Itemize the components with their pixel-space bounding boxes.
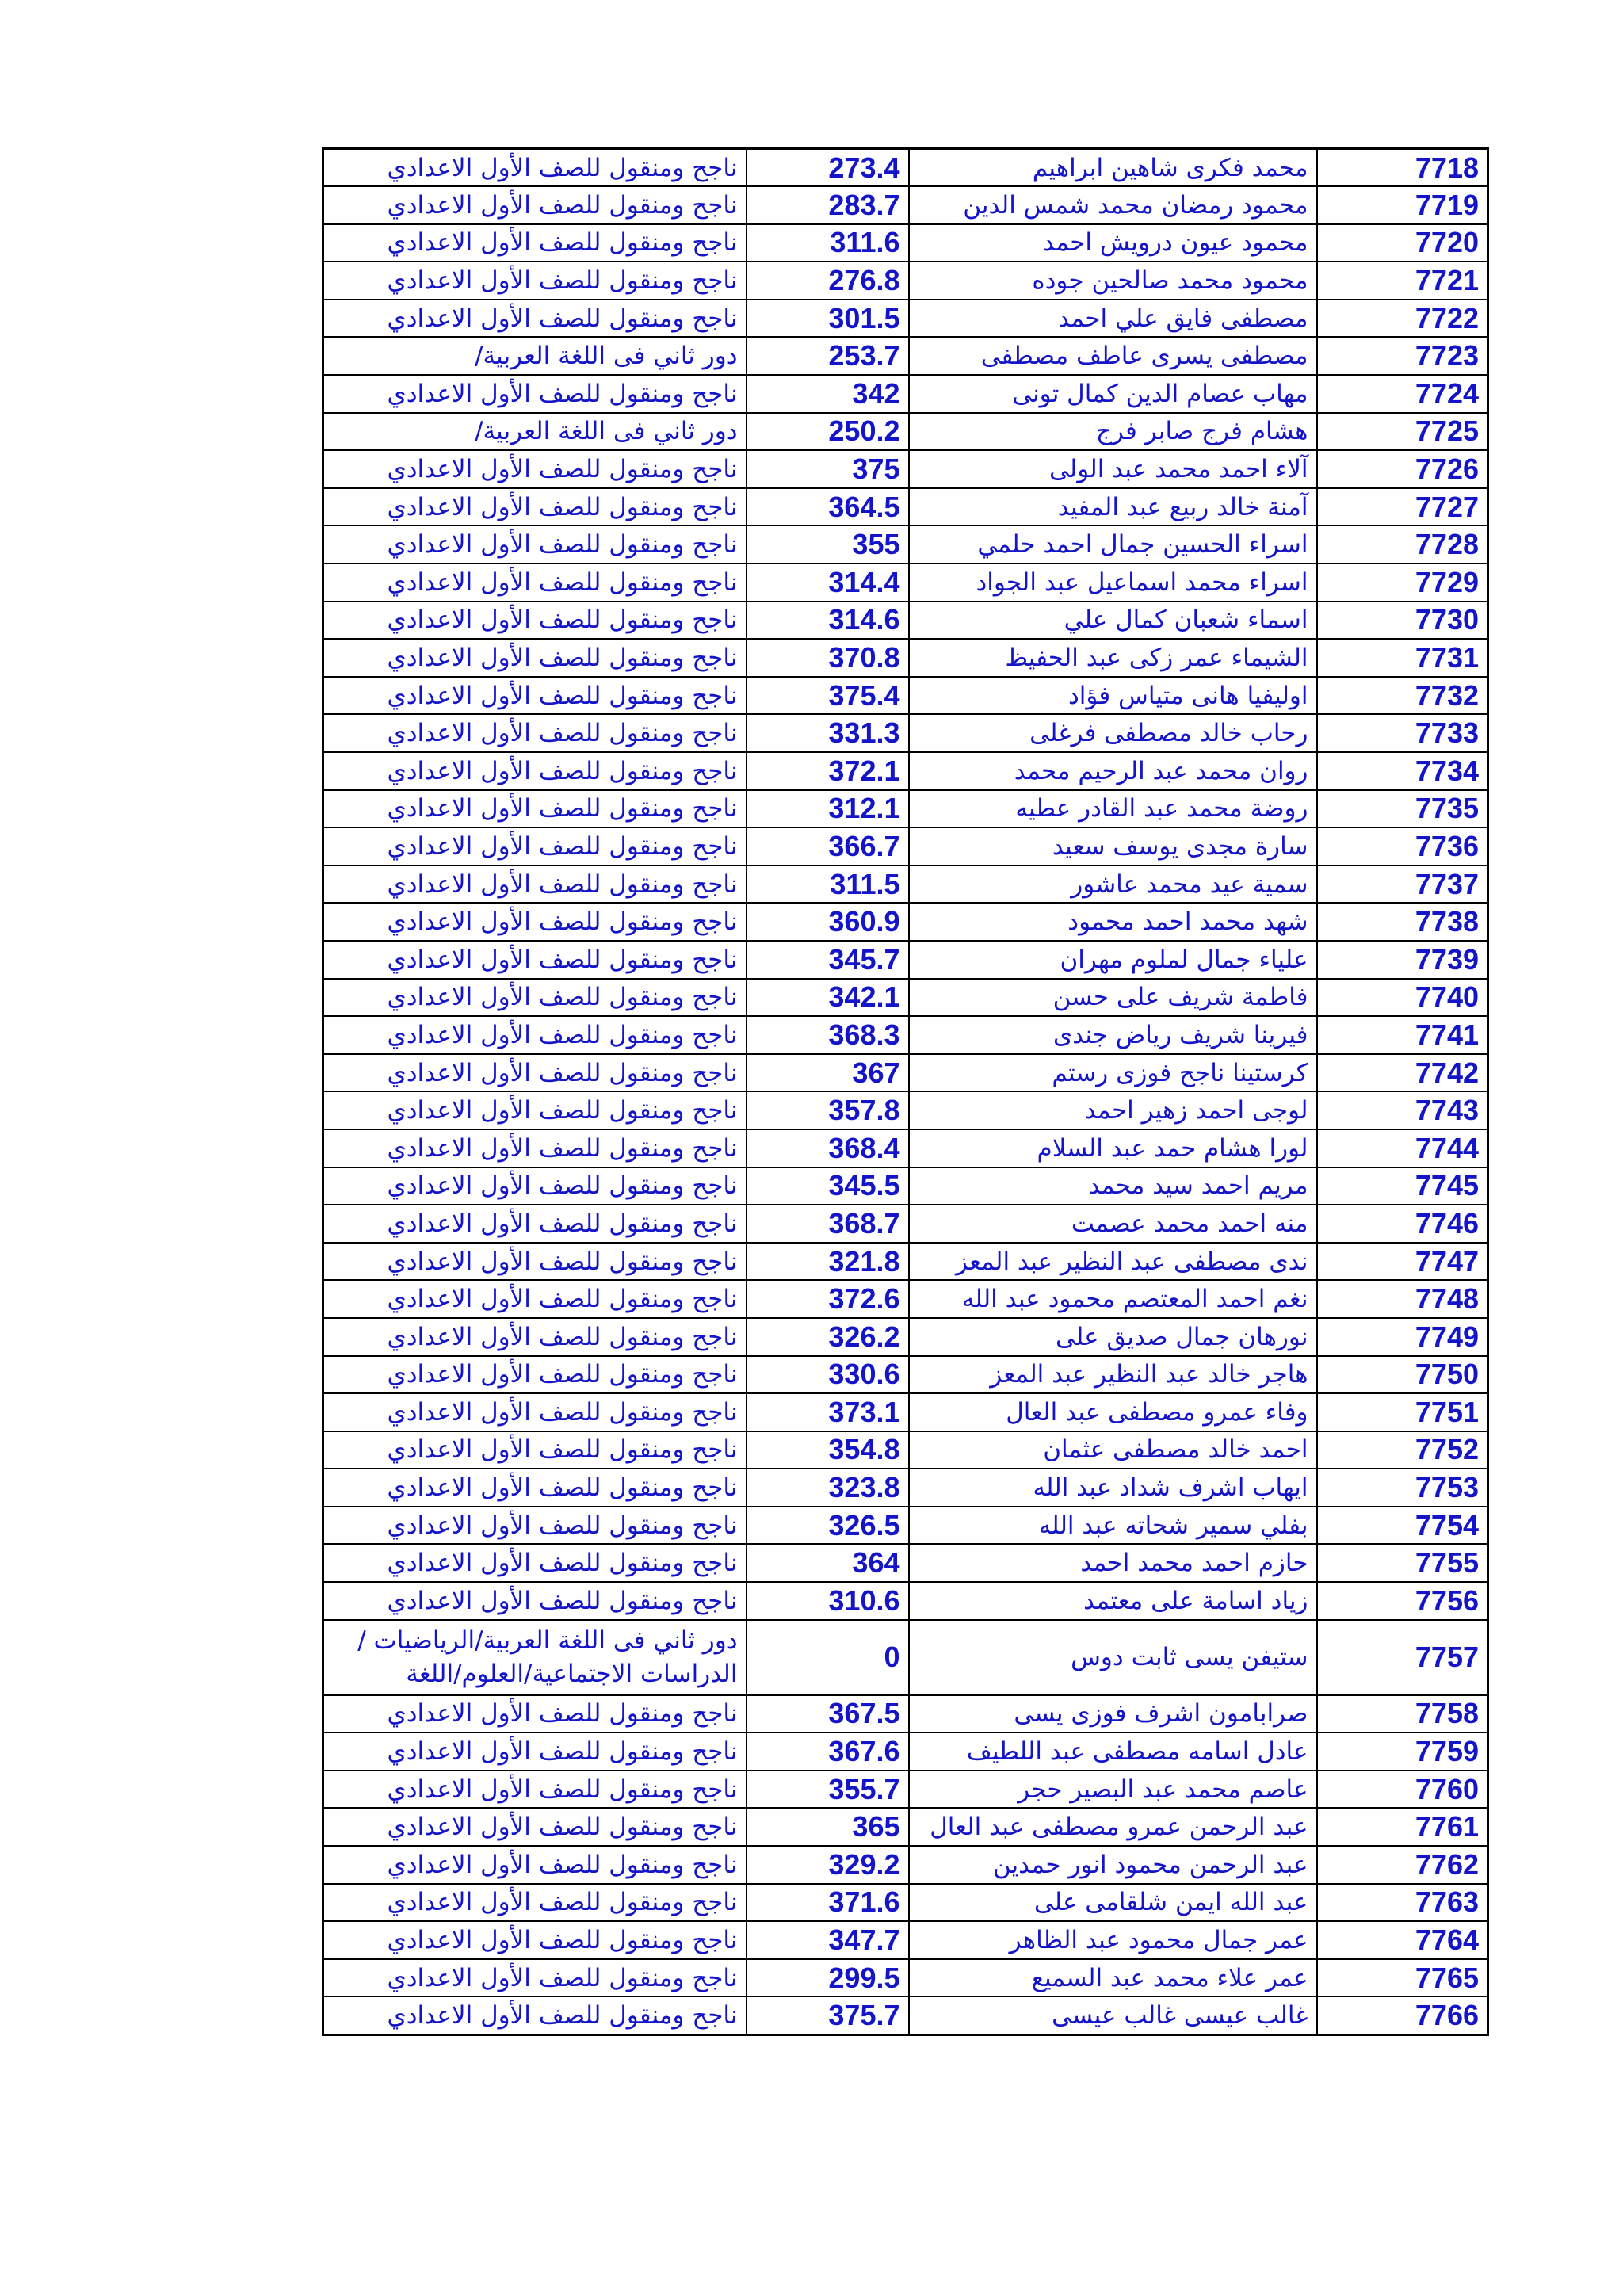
name-cell: هشام فرج صابر فرج xyxy=(909,413,1317,451)
score-cell: 311.5 xyxy=(747,865,909,904)
name-cell: حازم احمد محمد احمد xyxy=(909,1544,1317,1582)
table-row xyxy=(323,1620,1488,1695)
status-cell: ناجح ومنقول للصف الأول الاعدادي xyxy=(323,903,747,941)
name-cell: عاصم محمد عبد البصير حجر xyxy=(909,1771,1317,1809)
number-cell: 7757 xyxy=(1317,1620,1488,1695)
score-cell: 326.2 xyxy=(747,1318,909,1356)
table-row xyxy=(323,1129,1488,1167)
table-row xyxy=(323,639,1488,677)
name-cell: منه احمد محمد عصمت xyxy=(909,1205,1317,1243)
name-cell: فيرينا شريف رياض جندى xyxy=(909,1016,1317,1054)
name-cell: صرابامون اشرف فوزى يسى xyxy=(909,1695,1317,1733)
table-row xyxy=(323,1091,1488,1129)
score-cell: 373.1 xyxy=(747,1393,909,1431)
number-cell: 7746 xyxy=(1317,1205,1488,1243)
name-cell: عبد الرحمن عمرو مصطفى عبد العال xyxy=(909,1808,1317,1846)
status-cell: ناجح ومنقول للصف الأول الاعدادي xyxy=(323,1507,747,1545)
table-row xyxy=(323,563,1488,602)
name-cell: اسراء الحسين جمال احمد حلمي xyxy=(909,525,1317,563)
name-cell: كرستينا ناجح فوزى رستم xyxy=(909,1054,1317,1092)
number-cell: 7719 xyxy=(1317,186,1488,224)
score-cell: 367 xyxy=(747,1054,909,1092)
name-cell: بفلي سمير شحاته عبد الله xyxy=(909,1507,1317,1545)
status-cell: ناجح ومنقول للصف الأول الاعدادي xyxy=(323,1205,747,1243)
number-cell: 7726 xyxy=(1317,450,1488,488)
name-cell: محمود رمضان محمد شمس الدين xyxy=(909,186,1317,224)
results-table xyxy=(322,147,1489,2036)
table-row xyxy=(323,1695,1488,1733)
score-cell: 347.7 xyxy=(747,1921,909,1959)
table-row xyxy=(323,865,1488,904)
number-cell: 7729 xyxy=(1317,563,1488,602)
table-row xyxy=(323,300,1488,338)
table-row xyxy=(323,1582,1488,1620)
status-cell: ناجح ومنقول للصف الأول الاعدادي xyxy=(323,1280,747,1318)
table-row xyxy=(323,525,1488,563)
number-cell: 7766 xyxy=(1317,1996,1488,2034)
status-cell: ناجح ومنقول للصف الأول الاعدادي xyxy=(323,1469,747,1507)
status-cell: ناجح ومنقول للصف الأول الاعدادي xyxy=(323,262,747,300)
table-row xyxy=(323,1318,1488,1356)
number-cell: 7742 xyxy=(1317,1054,1488,1092)
table-row xyxy=(323,1808,1488,1846)
table-row xyxy=(323,1771,1488,1809)
number-cell: 7718 xyxy=(1317,149,1488,187)
status-cell: ناجح ومنقول للصف الأول الاعدادي xyxy=(323,1129,747,1167)
score-cell: 312.1 xyxy=(747,790,909,828)
name-cell: محمود عيون درويش احمد xyxy=(909,224,1317,262)
score-cell: 370.8 xyxy=(747,639,909,677)
table-row xyxy=(323,1959,1488,1997)
number-cell: 7752 xyxy=(1317,1431,1488,1469)
name-cell: فاطمة شريف على حسن xyxy=(909,979,1317,1017)
table-row xyxy=(323,1507,1488,1545)
number-cell: 7724 xyxy=(1317,375,1488,413)
status-cell: ناجح ومنقول للصف الأول الاعدادي xyxy=(323,525,747,563)
status-cell: دور ثاني فى اللغة العربية/ xyxy=(323,337,747,375)
score-cell: 365 xyxy=(747,1808,909,1846)
name-cell: نغم احمد المعتصم محمود عبد الله xyxy=(909,1280,1317,1318)
name-cell: زياد اسامة على معتمد xyxy=(909,1582,1317,1620)
name-cell: الشيماء عمر زكى عبد الحفيظ xyxy=(909,639,1317,677)
number-cell: 7738 xyxy=(1317,903,1488,941)
name-cell: ستيفن يسى ثابت دوس xyxy=(909,1620,1317,1695)
status-cell: ناجح ومنقول للصف الأول الاعدادي xyxy=(323,1393,747,1431)
score-cell: 250.2 xyxy=(747,413,909,451)
name-cell: آمنة خالد ربيع عبد المفيد xyxy=(909,488,1317,526)
number-cell: 7730 xyxy=(1317,602,1488,640)
name-cell: رحاب خالد مصطفى فرغلى xyxy=(909,714,1317,752)
score-cell: 314.6 xyxy=(747,602,909,640)
status-cell: ناجح ومنقول للصف الأول الاعدادي xyxy=(323,1884,747,1922)
number-cell: 7737 xyxy=(1317,865,1488,904)
table-row xyxy=(323,1016,1488,1054)
name-cell: سمية عيد محمد عاشور xyxy=(909,865,1317,904)
status-cell: ناجح ومنقول للصف الأول الاعدادي xyxy=(323,1582,747,1620)
table-row xyxy=(323,714,1488,752)
name-cell: اسراء محمد اسماعيل عبد الجواد xyxy=(909,563,1317,602)
table-row xyxy=(323,602,1488,640)
status-cell: دور ثاني فى اللغة العربية/الرياضيات / الدراسات الاجتماعية/العلوم/اللغة xyxy=(323,1620,747,1695)
table-row xyxy=(323,1996,1488,2034)
score-cell: 314.4 xyxy=(747,563,909,602)
score-cell: 299.5 xyxy=(747,1959,909,1997)
number-cell: 7751 xyxy=(1317,1393,1488,1431)
table-row xyxy=(323,1846,1488,1884)
score-cell: 360.9 xyxy=(747,903,909,941)
table-row xyxy=(323,413,1488,451)
table-row xyxy=(323,224,1488,262)
number-cell: 7740 xyxy=(1317,979,1488,1017)
table-row xyxy=(323,488,1488,526)
score-cell: 345.7 xyxy=(747,941,909,979)
status-cell: ناجح ومنقول للصف الأول الاعدادي xyxy=(323,865,747,904)
table-row xyxy=(323,1356,1488,1394)
status-cell: ناجح ومنقول للصف الأول الاعدادي xyxy=(323,1243,747,1281)
status-cell: ناجح ومنقول للصف الأول الاعدادي xyxy=(323,602,747,640)
name-cell: علياء جمال لملوم مهران xyxy=(909,941,1317,979)
score-cell: 364.5 xyxy=(747,488,909,526)
table-row xyxy=(323,1544,1488,1582)
table-row xyxy=(323,375,1488,413)
name-cell: محمد فكرى شاهين ابراهيم xyxy=(909,149,1317,187)
status-cell: ناجح ومنقول للصف الأول الاعدادي xyxy=(323,450,747,488)
status-cell: ناجح ومنقول للصف الأول الاعدادي xyxy=(323,1733,747,1771)
number-cell: 7732 xyxy=(1317,677,1488,715)
score-cell: 375.4 xyxy=(747,677,909,715)
table-row xyxy=(323,337,1488,375)
name-cell: آلاء احمد محمد عبد الولى xyxy=(909,450,1317,488)
score-cell: 323.8 xyxy=(747,1469,909,1507)
score-cell: 355.7 xyxy=(747,1771,909,1809)
score-cell: 301.5 xyxy=(747,300,909,338)
status-cell: ناجح ومنقول للصف الأول الاعدادي xyxy=(323,186,747,224)
number-cell: 7733 xyxy=(1317,714,1488,752)
number-cell: 7755 xyxy=(1317,1544,1488,1582)
number-cell: 7756 xyxy=(1317,1582,1488,1620)
status-cell: ناجح ومنقول للصف الأول الاعدادي xyxy=(323,1695,747,1733)
score-cell: 321.8 xyxy=(747,1243,909,1281)
number-cell: 7728 xyxy=(1317,525,1488,563)
name-cell: عمر علاء محمد عبد السميع xyxy=(909,1959,1317,1997)
number-cell: 7759 xyxy=(1317,1733,1488,1771)
status-cell: ناجح ومنقول للصف الأول الاعدادي xyxy=(323,752,747,790)
score-cell: 330.6 xyxy=(747,1356,909,1394)
table-row xyxy=(323,790,1488,828)
name-cell: عمر جمال محمود عبد الظاهر xyxy=(909,1921,1317,1959)
score-cell: 311.6 xyxy=(747,224,909,262)
table-row xyxy=(323,1243,1488,1281)
status-cell: ناجح ومنقول للصف الأول الاعدادي xyxy=(323,1431,747,1469)
status-cell: دور ثاني فى اللغة العربية/ xyxy=(323,413,747,451)
number-cell: 7761 xyxy=(1317,1808,1488,1846)
name-cell: عبد الله ايمن شلقامى على xyxy=(909,1884,1317,1922)
table-row xyxy=(323,752,1488,790)
status-cell: ناجح ومنقول للصف الأول الاعدادي xyxy=(323,1771,747,1809)
score-cell: 357.8 xyxy=(747,1091,909,1129)
name-cell: اوليفيا هانى متياس فؤاد xyxy=(909,677,1317,715)
number-cell: 7725 xyxy=(1317,413,1488,451)
name-cell: عبد الرحمن محمود انور حمدين xyxy=(909,1846,1317,1884)
score-cell: 283.7 xyxy=(747,186,909,224)
score-cell: 366.7 xyxy=(747,827,909,865)
score-cell: 354.8 xyxy=(747,1431,909,1469)
number-cell: 7760 xyxy=(1317,1771,1488,1809)
score-cell: 368.4 xyxy=(747,1129,909,1167)
status-cell: ناجح ومنقول للصف الأول الاعدادي xyxy=(323,1959,747,1997)
status-cell: ناجح ومنقول للصف الأول الاعدادي xyxy=(323,1167,747,1205)
table-row xyxy=(323,1167,1488,1205)
score-cell: 0 xyxy=(747,1620,909,1695)
number-cell: 7749 xyxy=(1317,1318,1488,1356)
results-table-body xyxy=(323,149,1488,2035)
status-cell: ناجح ومنقول للصف الأول الاعدادي xyxy=(323,827,747,865)
score-cell: 253.7 xyxy=(747,337,909,375)
table-row xyxy=(323,1921,1488,1959)
name-cell: مريم احمد سيد محمد xyxy=(909,1167,1317,1205)
status-cell: ناجح ومنقول للصف الأول الاعدادي xyxy=(323,677,747,715)
number-cell: 7731 xyxy=(1317,639,1488,677)
name-cell: احمد خالد مصطفى عثمان xyxy=(909,1431,1317,1469)
name-cell: روان محمد عبد الرحيم محمد xyxy=(909,752,1317,790)
status-cell: ناجح ومنقول للصف الأول الاعدادي xyxy=(323,1054,747,1092)
score-cell: 368.3 xyxy=(747,1016,909,1054)
status-cell: ناجح ومنقول للصف الأول الاعدادي xyxy=(323,1356,747,1394)
number-cell: 7750 xyxy=(1317,1356,1488,1394)
score-cell: 342.1 xyxy=(747,979,909,1017)
table-row xyxy=(323,979,1488,1017)
score-cell: 367.6 xyxy=(747,1733,909,1771)
score-cell: 375.7 xyxy=(747,1996,909,2034)
score-cell: 326.5 xyxy=(747,1507,909,1545)
number-cell: 7748 xyxy=(1317,1280,1488,1318)
score-cell: 372.1 xyxy=(747,752,909,790)
score-cell: 329.2 xyxy=(747,1846,909,1884)
name-cell: ندى مصطفى عبد النظير عبد المعز xyxy=(909,1243,1317,1281)
number-cell: 7754 xyxy=(1317,1507,1488,1545)
status-cell: ناجح ومنقول للصف الأول الاعدادي xyxy=(323,1921,747,1959)
status-cell: ناجح ومنقول للصف الأول الاعدادي xyxy=(323,790,747,828)
status-cell: ناجح ومنقول للصف الأول الاعدادي xyxy=(323,224,747,262)
name-cell: عادل اسامه مصطفى عبد اللطيف xyxy=(909,1733,1317,1771)
table-row xyxy=(323,186,1488,224)
status-cell: ناجح ومنقول للصف الأول الاعدادي xyxy=(323,1091,747,1129)
name-cell: مصطفى فايق علي احمد xyxy=(909,300,1317,338)
table-row xyxy=(323,1884,1488,1922)
table-row xyxy=(323,1205,1488,1243)
table-row xyxy=(323,1280,1488,1318)
number-cell: 7741 xyxy=(1317,1016,1488,1054)
table-row xyxy=(323,941,1488,979)
status-cell: ناجح ومنقول للصف الأول الاعدادي xyxy=(323,1808,747,1846)
number-cell: 7723 xyxy=(1317,337,1488,375)
number-cell: 7765 xyxy=(1317,1959,1488,1997)
number-cell: 7734 xyxy=(1317,752,1488,790)
number-cell: 7747 xyxy=(1317,1243,1488,1281)
name-cell: نورهان جمال صديق على xyxy=(909,1318,1317,1356)
name-cell: غالب عيسى غالب عيسى xyxy=(909,1996,1317,2034)
status-cell: ناجح ومنقول للصف الأول الاعدادي xyxy=(323,1846,747,1884)
name-cell: روضة محمد عبد القادر عطيه xyxy=(909,790,1317,828)
score-cell: 368.7 xyxy=(747,1205,909,1243)
status-cell: ناجح ومنقول للصف الأول الاعدادي xyxy=(323,979,747,1017)
status-cell: ناجح ومنقول للصف الأول الاعدادي xyxy=(323,300,747,338)
number-cell: 7753 xyxy=(1317,1469,1488,1507)
score-cell: 372.6 xyxy=(747,1280,909,1318)
number-cell: 7764 xyxy=(1317,1921,1488,1959)
name-cell: وفاء عمرو مصطفى عبد العال xyxy=(909,1393,1317,1431)
number-cell: 7727 xyxy=(1317,488,1488,526)
table-row xyxy=(323,450,1488,488)
score-cell: 371.6 xyxy=(747,1884,909,1922)
name-cell: سارة مجدى يوسف سعيد xyxy=(909,827,1317,865)
name-cell: لوجى احمد زهير احمد xyxy=(909,1091,1317,1129)
status-cell: ناجح ومنقول للصف الأول الاعدادي xyxy=(323,714,747,752)
number-cell: 7758 xyxy=(1317,1695,1488,1733)
name-cell: مصطفى يسرى عاطف مصطفى xyxy=(909,337,1317,375)
score-cell: 310.6 xyxy=(747,1582,909,1620)
number-cell: 7722 xyxy=(1317,300,1488,338)
number-cell: 7763 xyxy=(1317,1884,1488,1922)
status-cell: ناجح ومنقول للصف الأول الاعدادي xyxy=(323,1544,747,1582)
table-row xyxy=(323,1393,1488,1431)
table-row xyxy=(323,827,1488,865)
status-cell: ناجح ومنقول للصف الأول الاعدادي xyxy=(323,149,747,187)
number-cell: 7735 xyxy=(1317,790,1488,828)
number-cell: 7745 xyxy=(1317,1167,1488,1205)
name-cell: هاجر خالد عبد النظير عبد المعز xyxy=(909,1356,1317,1394)
table-row xyxy=(323,1733,1488,1771)
name-cell: ايهاب اشرف شداد عبد الله xyxy=(909,1469,1317,1507)
number-cell: 7720 xyxy=(1317,224,1488,262)
score-cell: 331.3 xyxy=(747,714,909,752)
number-cell: 7736 xyxy=(1317,827,1488,865)
table-row xyxy=(323,1054,1488,1092)
score-cell: 273.4 xyxy=(747,149,909,187)
number-cell: 7744 xyxy=(1317,1129,1488,1167)
number-cell: 7743 xyxy=(1317,1091,1488,1129)
score-cell: 367.5 xyxy=(747,1695,909,1733)
table-row xyxy=(323,903,1488,941)
name-cell: مهاب عصام الدين كمال تونى xyxy=(909,375,1317,413)
status-cell: ناجح ومنقول للصف الأول الاعدادي xyxy=(323,639,747,677)
status-cell: ناجح ومنقول للصف الأول الاعدادي xyxy=(323,1996,747,2034)
score-cell: 355 xyxy=(747,525,909,563)
status-cell: ناجح ومنقول للصف الأول الاعدادي xyxy=(323,1318,747,1356)
table-row xyxy=(323,677,1488,715)
table-row xyxy=(323,262,1488,300)
score-cell: 375 xyxy=(747,450,909,488)
number-cell: 7721 xyxy=(1317,262,1488,300)
status-cell: ناجح ومنقول للصف الأول الاعدادي xyxy=(323,563,747,602)
score-cell: 345.5 xyxy=(747,1167,909,1205)
name-cell: محمود محمد صالحين جوده xyxy=(909,262,1317,300)
number-cell: 7739 xyxy=(1317,941,1488,979)
status-cell: ناجح ومنقول للصف الأول الاعدادي xyxy=(323,488,747,526)
status-cell: ناجح ومنقول للصف الأول الاعدادي xyxy=(323,1016,747,1054)
table-row xyxy=(323,1469,1488,1507)
score-cell: 276.8 xyxy=(747,262,909,300)
status-cell: ناجح ومنقول للصف الأول الاعدادي xyxy=(323,375,747,413)
name-cell: اسماء شعبان كمال علي xyxy=(909,602,1317,640)
score-cell: 342 xyxy=(747,375,909,413)
name-cell: شهد محمد احمد محمود xyxy=(909,903,1317,941)
table-row xyxy=(323,149,1488,187)
name-cell: لورا هشام حمد عبد السلام xyxy=(909,1129,1317,1167)
score-cell: 364 xyxy=(747,1544,909,1582)
number-cell: 7762 xyxy=(1317,1846,1488,1884)
status-cell: ناجح ومنقول للصف الأول الاعدادي xyxy=(323,941,747,979)
table-row xyxy=(323,1431,1488,1469)
